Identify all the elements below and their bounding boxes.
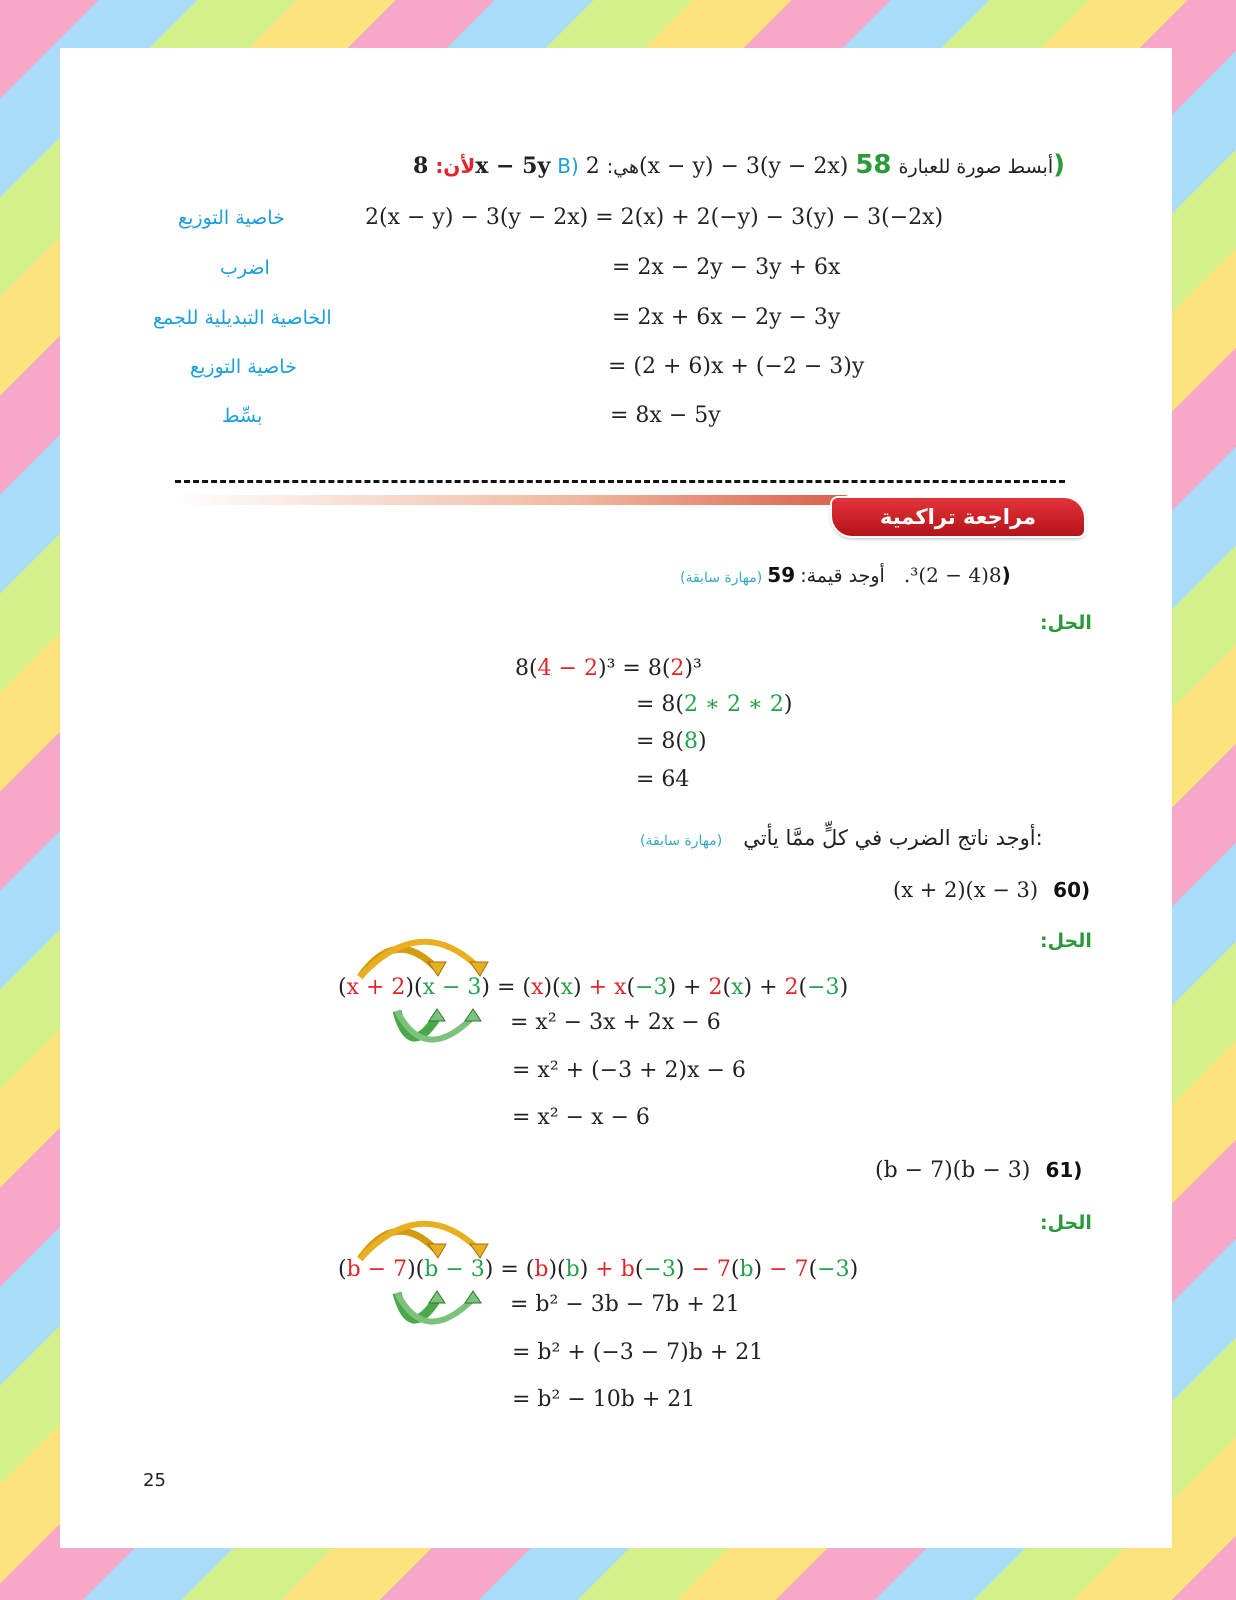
q60-solution-label: الحل: (1040, 930, 1092, 952)
q61-arrowhead-1 (428, 1244, 446, 1258)
q60-line-1 (338, 975, 848, 1000)
q61-l1-18: ( (808, 1257, 818, 1282)
q61-l1-1: b − 7 (346, 1257, 408, 1282)
q60-l1-15: x (731, 975, 744, 1000)
q60-l1-13: 2 (708, 975, 723, 1000)
q58-step-4-math: = (2 + 6)x + (−2 − 3)y (608, 354, 865, 379)
q59-l1-e: )³ (684, 656, 702, 681)
q60-line-3: = x² + (−3 + 2)x − 6 (512, 1058, 746, 1083)
q59-l1-b: 4 − 2 (537, 656, 599, 681)
q61-l1-19: −3 (817, 1257, 850, 1282)
q58-answer-letter: B) (557, 154, 579, 178)
q61-l1-6: )( (548, 1257, 566, 1282)
page-number: 25 (143, 1470, 166, 1491)
q60-l1-19: −3 (807, 975, 840, 1000)
q60-l1-16: ) + (743, 975, 785, 1000)
q60-l1-11: −3 (635, 975, 668, 1000)
q58-step-2-math: = 2x − 2y − 3y + 6x (612, 255, 841, 280)
products-heading: أوجد ناتج الضرب في كلٍّ ممَّا يأتي: (743, 826, 1043, 850)
q61-number: 61) (1045, 1158, 1083, 1182)
q61-l1-9: + b (595, 1257, 635, 1282)
q59-line-2 (636, 692, 792, 717)
q60-arrowhead-2 (470, 962, 488, 976)
q61-solution-label: الحل: (1040, 1212, 1092, 1234)
q61-l1-13: − 7 (691, 1257, 731, 1282)
q59-solution-label: الحل: (1040, 612, 1092, 634)
q60-l1-8: ) (573, 975, 589, 1000)
q61-l1-15: b (739, 1257, 754, 1282)
q61-l1-16: ) (753, 1257, 770, 1282)
review-banner: مراجعة تراكمية (832, 498, 1084, 536)
q61-arrowhead-2 (470, 1244, 488, 1258)
q58-step-1-reason: خاصية التوزيع (178, 207, 285, 229)
q60-arrowhead-3 (429, 1009, 445, 1021)
q61-l1-2: )( (407, 1257, 425, 1282)
q60-arrow-top-2 (360, 942, 478, 977)
q59-l1-a: 8( (515, 656, 538, 681)
q58-answer-expr: 8x − 5y (413, 153, 551, 179)
q58-because: لأن: (435, 154, 476, 178)
q61-expr: (b − 7)(b − 3) (875, 1158, 1031, 1183)
q59-l1-d: 2 (670, 656, 685, 681)
q59-l2-a: = 8( (636, 692, 685, 717)
q58-step-5-reason: بسِّط (222, 405, 263, 427)
q60-l1-2: )( (405, 975, 423, 1000)
q59-l1-c: )³ = 8( (598, 656, 671, 681)
q59-l2-c: ) (783, 692, 793, 717)
q60-l1-17: 2 (784, 975, 799, 1000)
products-header (640, 826, 1043, 850)
q61-l1-8: ) (579, 1257, 596, 1282)
q61-line-1 (338, 1257, 858, 1282)
q61-l1-14: ( (730, 1257, 740, 1282)
q61-l1-12: ) (675, 1257, 692, 1282)
q59-l3-b: 8 (684, 729, 699, 754)
q58-step-3-reason: الخاصية التبديلية للجمع (153, 307, 332, 329)
q60-l1-14: ( (722, 975, 732, 1000)
q59-skill: (مهارة سابقة) (680, 570, 763, 586)
banner-underline (170, 495, 850, 505)
q60-l1-10: ( (626, 975, 636, 1000)
q61-line-2: = b² − 3b − 7b + 21 (510, 1292, 740, 1317)
q60-l1-12: ) + (667, 975, 709, 1000)
q61-l1-0: ( (338, 1257, 347, 1282)
q59-line-4: = 64 (636, 767, 690, 792)
q61-l1-4: ) = ( (484, 1257, 535, 1282)
q58-step-5-math: = 8x − 5y (610, 403, 721, 428)
q59-expr: 8(4 − 2)³. (903, 563, 1002, 587)
q60-arrows-bottom (385, 1005, 485, 1055)
q60-expr: (x + 2)(x − 3) (893, 878, 1039, 902)
q61-l1-5: b (534, 1257, 549, 1282)
q60-l1-20: ) (839, 975, 849, 1000)
q61-arrow-top-2 (360, 1224, 478, 1259)
q60-l1-4: ) = ( (481, 975, 532, 1000)
q60-arrowhead-4 (465, 1009, 481, 1021)
q60-l1-18: ( (798, 975, 808, 1000)
q61-arrowhead-3 (429, 1291, 445, 1303)
q60-l1-7: x (560, 975, 574, 1000)
q58-prompt: أبسط صورة للعبارة (898, 156, 1054, 178)
q59-line-3 (636, 729, 707, 754)
q60-line-2: = x² − 3x + 2x − 6 (510, 1010, 721, 1035)
q59-line-1 (515, 656, 702, 681)
q61-header (875, 1158, 1082, 1183)
q60-l1-5: x (531, 975, 544, 1000)
q61-l1-7: b (565, 1257, 580, 1282)
q58-number: 58) (855, 150, 1065, 180)
q61-line-4: = b² − 10b + 21 (512, 1387, 696, 1412)
q60-arrowhead-1 (428, 962, 446, 976)
q60-l1-9: + x (588, 975, 627, 1000)
q59-number: 59) (767, 563, 1011, 587)
q59-prompt: أوجد قيمة: (800, 565, 885, 587)
q58-is: هي: (606, 156, 640, 178)
q60-l1-1: x + 2 (346, 975, 406, 1000)
dashed-divider (175, 480, 1065, 483)
q59-l3-c: ) (698, 729, 707, 754)
q60-l1-3: x − 3 (422, 975, 482, 1000)
q61-l1-11: −3 (643, 1257, 676, 1282)
q58-step-4-reason: خاصية التوزيع (190, 356, 297, 378)
q60-l1-6: )( (543, 975, 561, 1000)
q60-line-4: = x² − x − 6 (512, 1105, 650, 1130)
q60-header (893, 878, 1090, 902)
q61-arrowhead-4 (465, 1291, 481, 1303)
products-skill: (مهارة سابقة) (640, 833, 723, 849)
q58-expr: 2(x − y) − 3(y − 2x) (585, 154, 849, 179)
q58-header (385, 150, 1065, 180)
q61-arrows-bottom (385, 1287, 485, 1337)
q60-number: 60) (1053, 878, 1091, 902)
q61-line-3: = b² + (−3 − 7)b + 21 (512, 1340, 764, 1365)
q60-l1-0: ( (338, 975, 347, 1000)
q61-l1-20: ) (849, 1257, 859, 1282)
q58-step-3-math: = 2x + 6x − 2y − 3y (612, 305, 841, 330)
q61-l1-10: ( (634, 1257, 644, 1282)
q59-header (680, 563, 1011, 587)
q61-l1-17: − 7 (769, 1257, 809, 1282)
q59-l2-b: 2 ∗ 2 ∗ 2 (684, 692, 784, 717)
q58-step-1-math: 2(x − y) − 3(y − 2x) = 2(x) + 2(−y) − 3(y) − 3(−2x) (365, 205, 944, 230)
q59-l3-a: = 8( (636, 729, 685, 754)
q58-step-2-reason: اضرب (220, 257, 270, 279)
q61-l1-3: b − 3 (424, 1257, 485, 1282)
